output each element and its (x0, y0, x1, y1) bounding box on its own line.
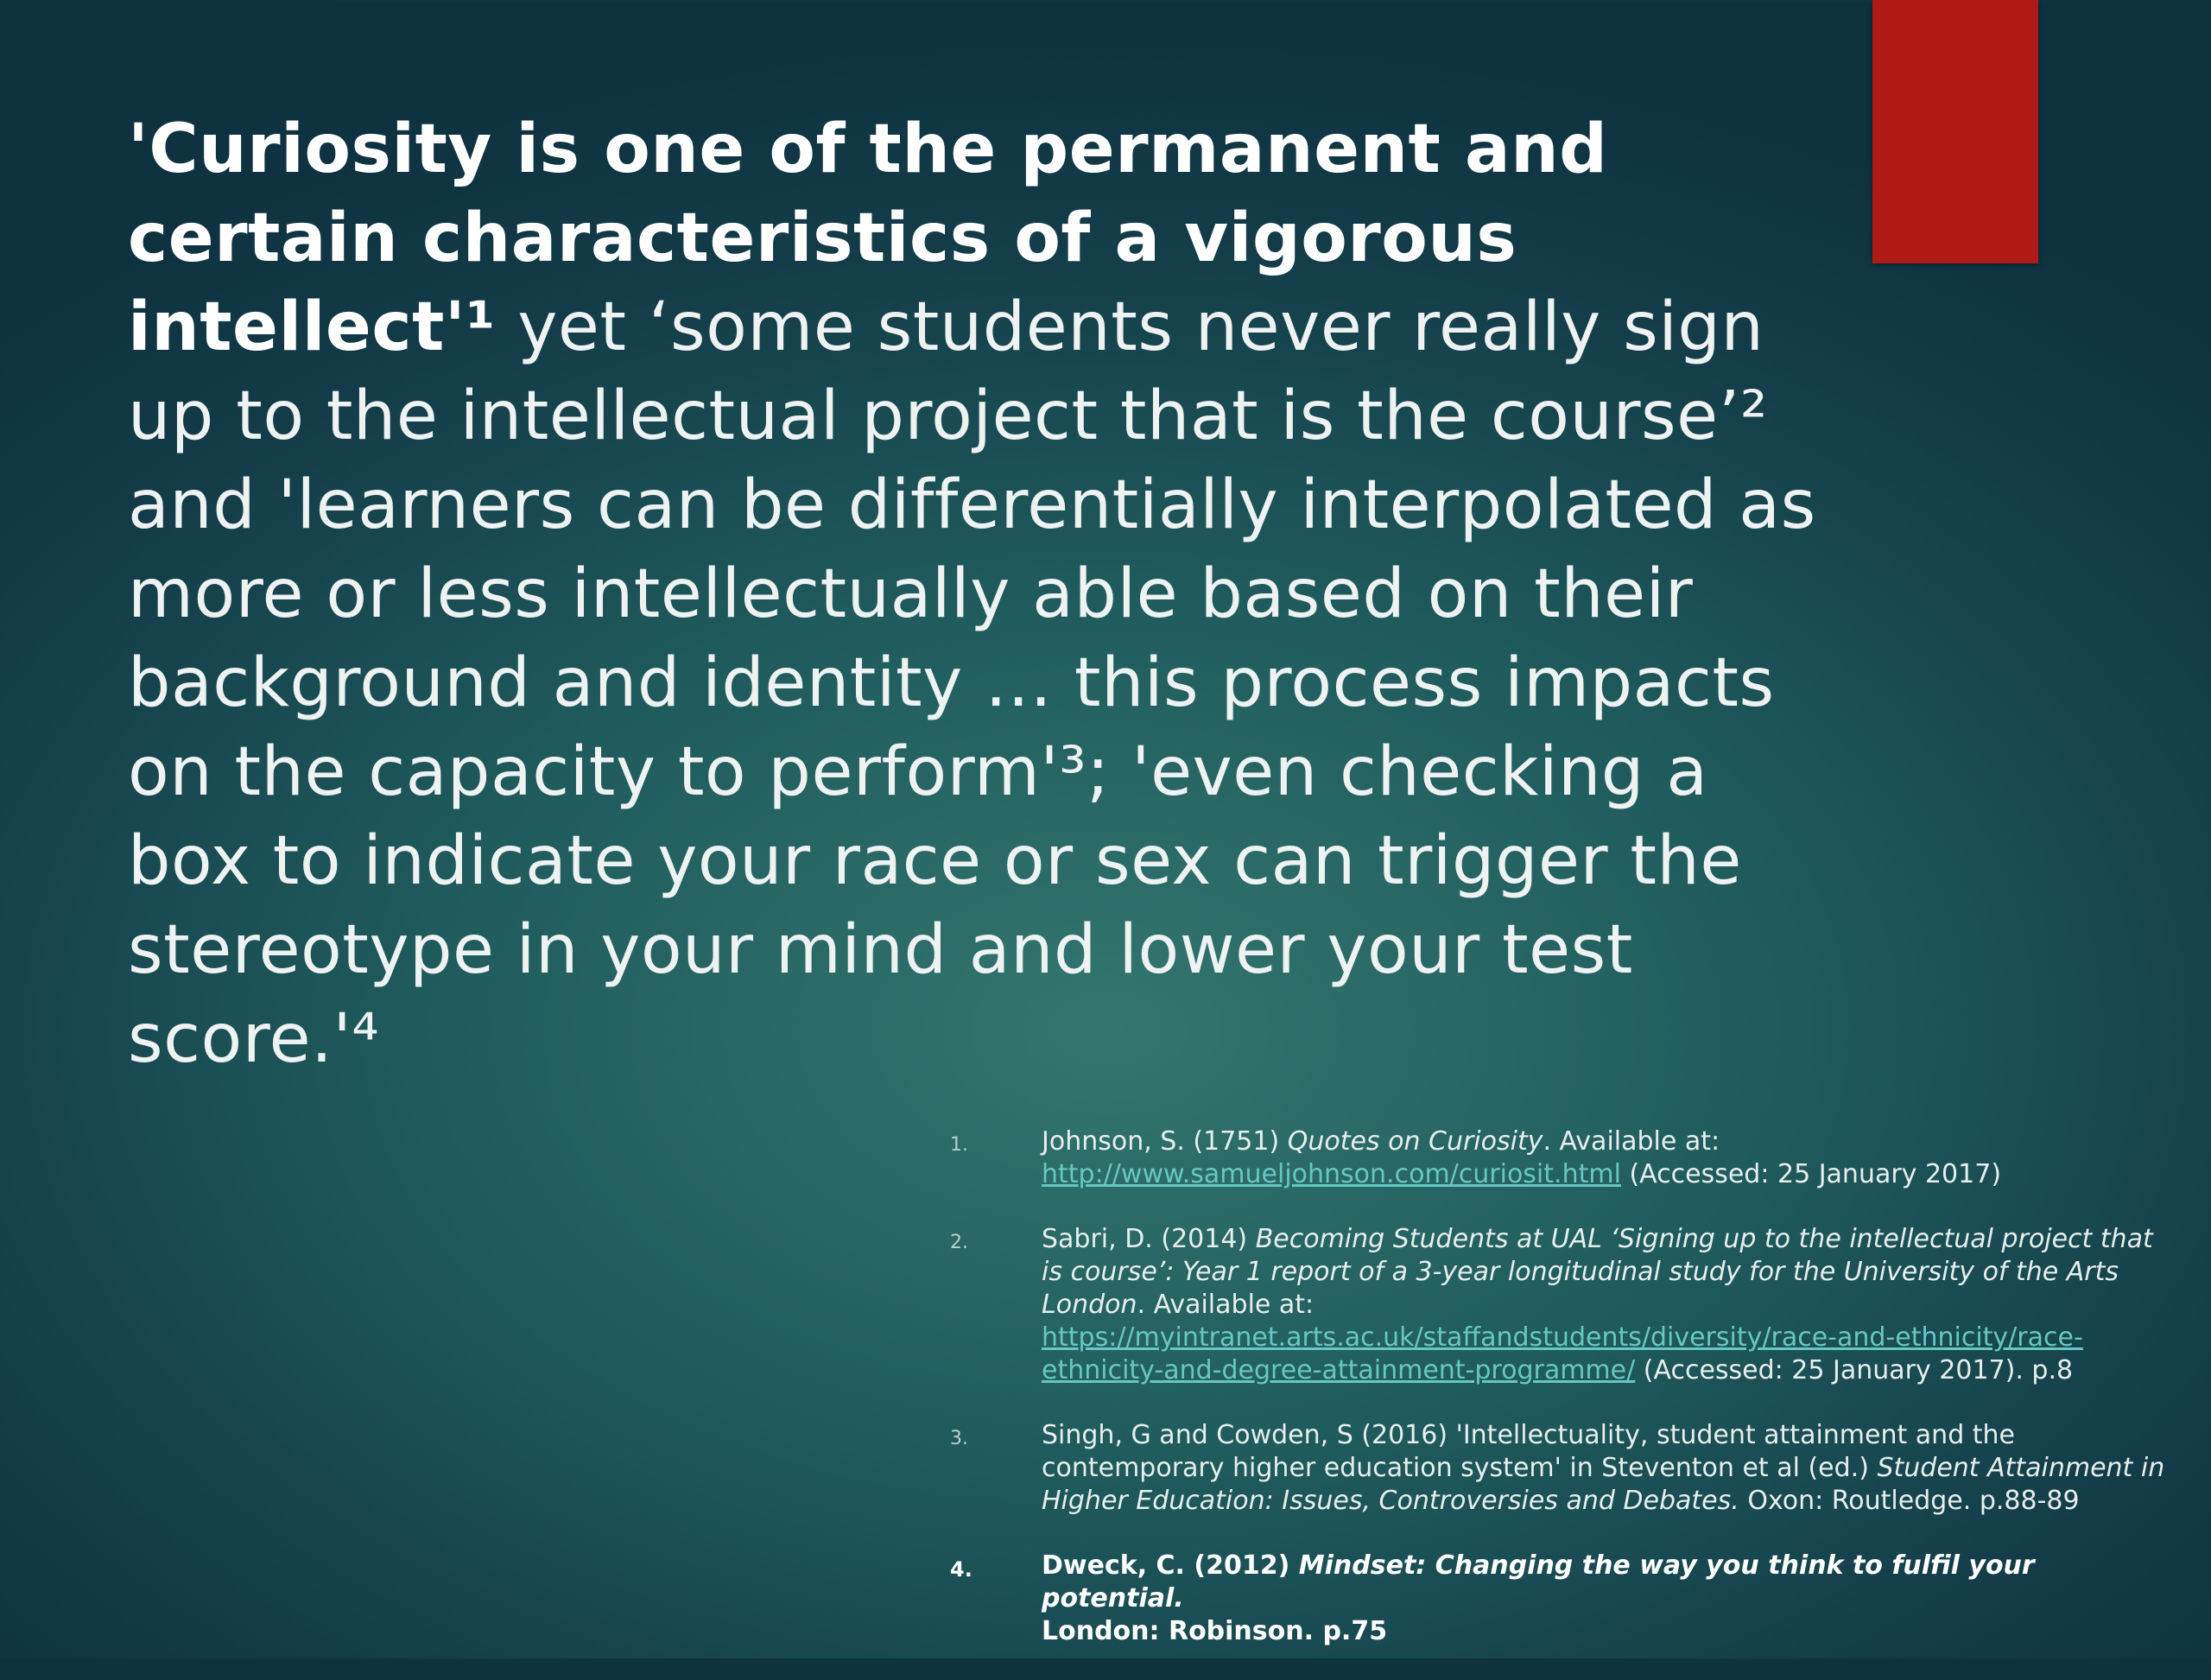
reference-item (950, 1550, 2176, 1648)
reference-link[interactable]: https://myintranet.arts.ac.uk/staffandstudents/diversity/race-and-ethnicity/race-ethnicity-and-degree-attainment-programme/ (1042, 1322, 2083, 1385)
reference-suffix: London: Robinson. p.75 (1042, 1616, 1388, 1646)
quote-lead: 'Curiosity is one of the permanent and certain characteristics of a vigorous intellect'¹ (128, 111, 1608, 366)
reference-available: . Available at: (1543, 1126, 1720, 1157)
reference-number: 2. (950, 1232, 968, 1253)
reference-title: Mindset: Changing the way you think to fulfil your potential. (1042, 1550, 2035, 1613)
reference-list (950, 1125, 2176, 1680)
reference-link[interactable]: http://www.samueljohnson.com/curiosit.html (1042, 1159, 1621, 1189)
accent-bar (1872, 0, 2038, 263)
reference-title: Becoming Students at UAL ‘Signing up to the intellectual project that is course’: Year 1 report of a 3-year longitudinal study for the University of the Arts London (1042, 1224, 2153, 1320)
reference-text (1042, 1125, 2176, 1191)
reference-available: . Available at: (1137, 1290, 1315, 1320)
reference-text (1042, 1223, 2176, 1387)
reference-author: Singh, G and Cowden, S (2016) 'Intellectuality, student attainment and the contemporary higher education system' in Steventon et al (ed.) (1042, 1420, 2016, 1483)
reference-number: 4. (950, 1557, 972, 1582)
reference-item (950, 1125, 2176, 1191)
reference-number: 3. (950, 1428, 968, 1449)
reference-author: Dweck, C. (2012) (1042, 1550, 1299, 1581)
reference-author: Sabri, D. (2014) (1042, 1224, 1256, 1254)
reference-suffix: (Accessed: 25 January 2017). p.8 (1635, 1355, 2074, 1385)
reference-title: Student Attainment in Higher Education: Issues, Controversies and Debates. (1042, 1453, 2165, 1516)
reference-item (950, 1419, 2176, 1518)
reference-number: 1. (950, 1134, 968, 1156)
reference-title: Quotes on Curiosity (1287, 1126, 1543, 1157)
reference-author: Johnson, S. (1751) (1042, 1126, 1288, 1157)
reference-suffix: Oxon: Routledge. p.88-89 (1739, 1486, 2080, 1516)
reference-item (950, 1223, 2176, 1387)
reference-suffix: (Accessed: 25 January 2017) (1620, 1159, 2002, 1189)
quote-body: yet ‘some students never really sign up to the intellectual project that is the course’² and 'learners can be differentially interpolated as more or less intellectually able based on their background and identity … this process impacts on the capacity to perform'³; 'even checking a box to indicate your race or sex can trigger the stereotype in your mind and lower your test score.'⁴ (128, 288, 1816, 1078)
reference-text (1042, 1550, 2176, 1648)
quote-text (128, 105, 1821, 1084)
reference-text (1042, 1419, 2176, 1518)
